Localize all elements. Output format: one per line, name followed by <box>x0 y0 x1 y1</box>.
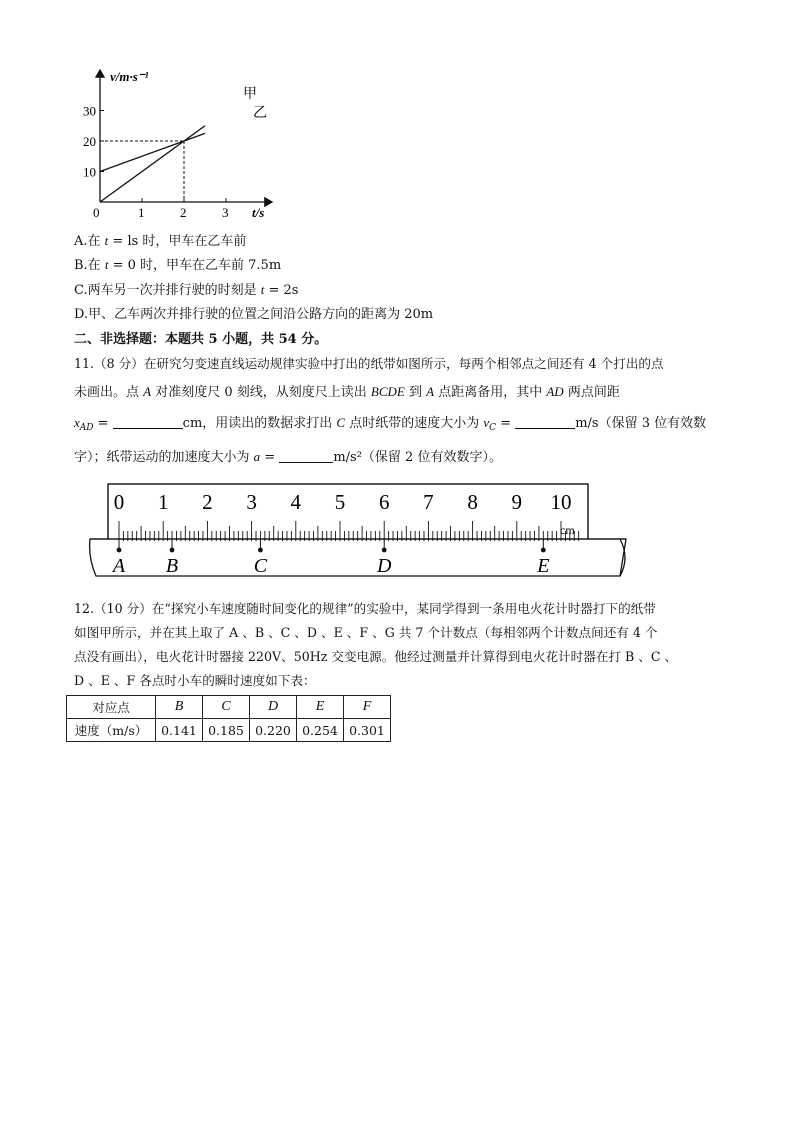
ruler-number: 8 <box>467 490 478 514</box>
option-d: D.甲、乙车两次并排行驶的位置之间沿公路方向的距离为 20m <box>74 307 434 322</box>
series-line-jia <box>100 126 205 202</box>
ruler-number: 3 <box>246 490 257 514</box>
tape-point-dot <box>382 548 387 553</box>
vt-graph <box>80 62 280 222</box>
ruler-number: 6 <box>378 490 390 514</box>
table-cell: 0.301 <box>344 719 391 742</box>
table-header-cell: D <box>250 696 297 719</box>
table-header-cell: B <box>156 696 203 719</box>
q11-line2: 未画出。点 A 对准刻度尺 0 刻线，从刻度尺上读出 BCDE 到 A 点距离备用，其中 AD 两点间距 <box>74 384 620 400</box>
option-b: B.在 t = 0 时，甲车在乙车前 7.5m <box>74 257 282 273</box>
ruler-number: 10 <box>550 490 572 514</box>
x-tick-label: 3 <box>222 205 229 220</box>
series-line-yi <box>100 133 205 171</box>
answer-blank-a[interactable] <box>279 449 333 463</box>
ruler-number: 4 <box>290 490 302 514</box>
tape-point-label: B <box>165 555 179 577</box>
ruler-number: 9 <box>511 490 523 514</box>
ruler-number: 1 <box>157 490 169 514</box>
tape-point-dot <box>541 548 546 553</box>
ruler-number: 2 <box>202 490 213 514</box>
ruler-number: 5 <box>334 490 346 514</box>
tape-point-label: A <box>112 555 126 577</box>
ruler-unit: cm <box>560 523 575 537</box>
section-heading: 二、非选择题：本题共 5 小题，共 54 分。 <box>74 332 328 347</box>
tape-point-label: E <box>537 555 550 577</box>
tape-point-dot <box>117 548 122 553</box>
line-label-yi: 乙 <box>253 106 267 121</box>
q11-line4: 字）；纸带运动的加速度大小为 a = m/s²（保留 2 位有效数字）。 <box>74 449 502 465</box>
option-c: C.两车另一次并排行驶的时刻是 t = 2s <box>74 282 299 298</box>
table-row <box>67 719 391 742</box>
answer-blank-vc[interactable] <box>515 415 575 429</box>
table-header-cell: F <box>344 696 391 719</box>
table-row-label: 速度（m/s） <box>67 719 156 742</box>
q11-line1: 11.（8 分）在研究匀变速直线运动规律实验中打出的纸带如图所示，每两个相邻点之间还有 4 个打出的点 <box>74 356 664 371</box>
velocity-table <box>66 695 391 742</box>
tape-point-label: D <box>376 555 392 577</box>
line-label-jia: 甲 <box>243 87 257 102</box>
y-axis-label: v/m·s⁻¹ <box>110 69 149 84</box>
y-tick-label: 20 <box>83 134 96 149</box>
y-tick-label: 10 <box>83 164 96 180</box>
table-cell: 0.185 <box>203 719 250 742</box>
ruler-figure <box>86 480 634 580</box>
table-header-label: 对应点 <box>67 696 156 719</box>
q12-line1: 12.（10 分）在“探究小车速度随时间变化的规律”的实验中，某同学得到一条用电火花计时器打下的纸带 <box>74 601 656 616</box>
ruler-number: 7 <box>423 490 434 514</box>
x-tick-label: 0 <box>93 205 100 220</box>
option-a: A.在 t = ls 时，甲车在乙车前 <box>74 233 247 249</box>
x-axis-label: t/s <box>252 205 265 220</box>
table-header-row <box>67 696 391 719</box>
tape-point-dot <box>258 548 263 553</box>
answer-blank-xad[interactable] <box>113 415 183 429</box>
tape-point-label: C <box>253 555 268 577</box>
x-tick-label: 1 <box>138 205 145 220</box>
q11-line3: $x_{AD}$ = cm，用读出的数据求打出 C 点时纸带的速度大小为 $v_C = m/s$（保留 3 位有效数 <box>74 415 707 433</box>
table-cell: 0.141 <box>156 719 203 742</box>
q12-line4: D 、E 、F 各点时小车的瞬时速度如下表： <box>74 673 316 688</box>
table-cell: 0.220 <box>250 719 297 742</box>
table-header-cell: C <box>203 696 250 719</box>
x-tick-label: 2 <box>180 205 187 220</box>
table-header-cell: E <box>297 696 344 719</box>
q12-line3: 点没有画出），电火花计时器接 220V、50Hz 交变电源。他经过测量并计算得到电火花计时器在打 B 、C 、 <box>74 649 678 664</box>
ruler-number: 0 <box>113 490 125 514</box>
y-tick-label: 30 <box>83 103 96 119</box>
q12-line2: 如图甲所示，并在其上取了 A 、B 、C 、D 、E 、F 、G 共 7 个计数点（每相邻两个计数点间还有 4 个 <box>74 625 658 640</box>
tape-point-dot <box>170 548 175 553</box>
table-cell: 0.254 <box>297 719 344 742</box>
